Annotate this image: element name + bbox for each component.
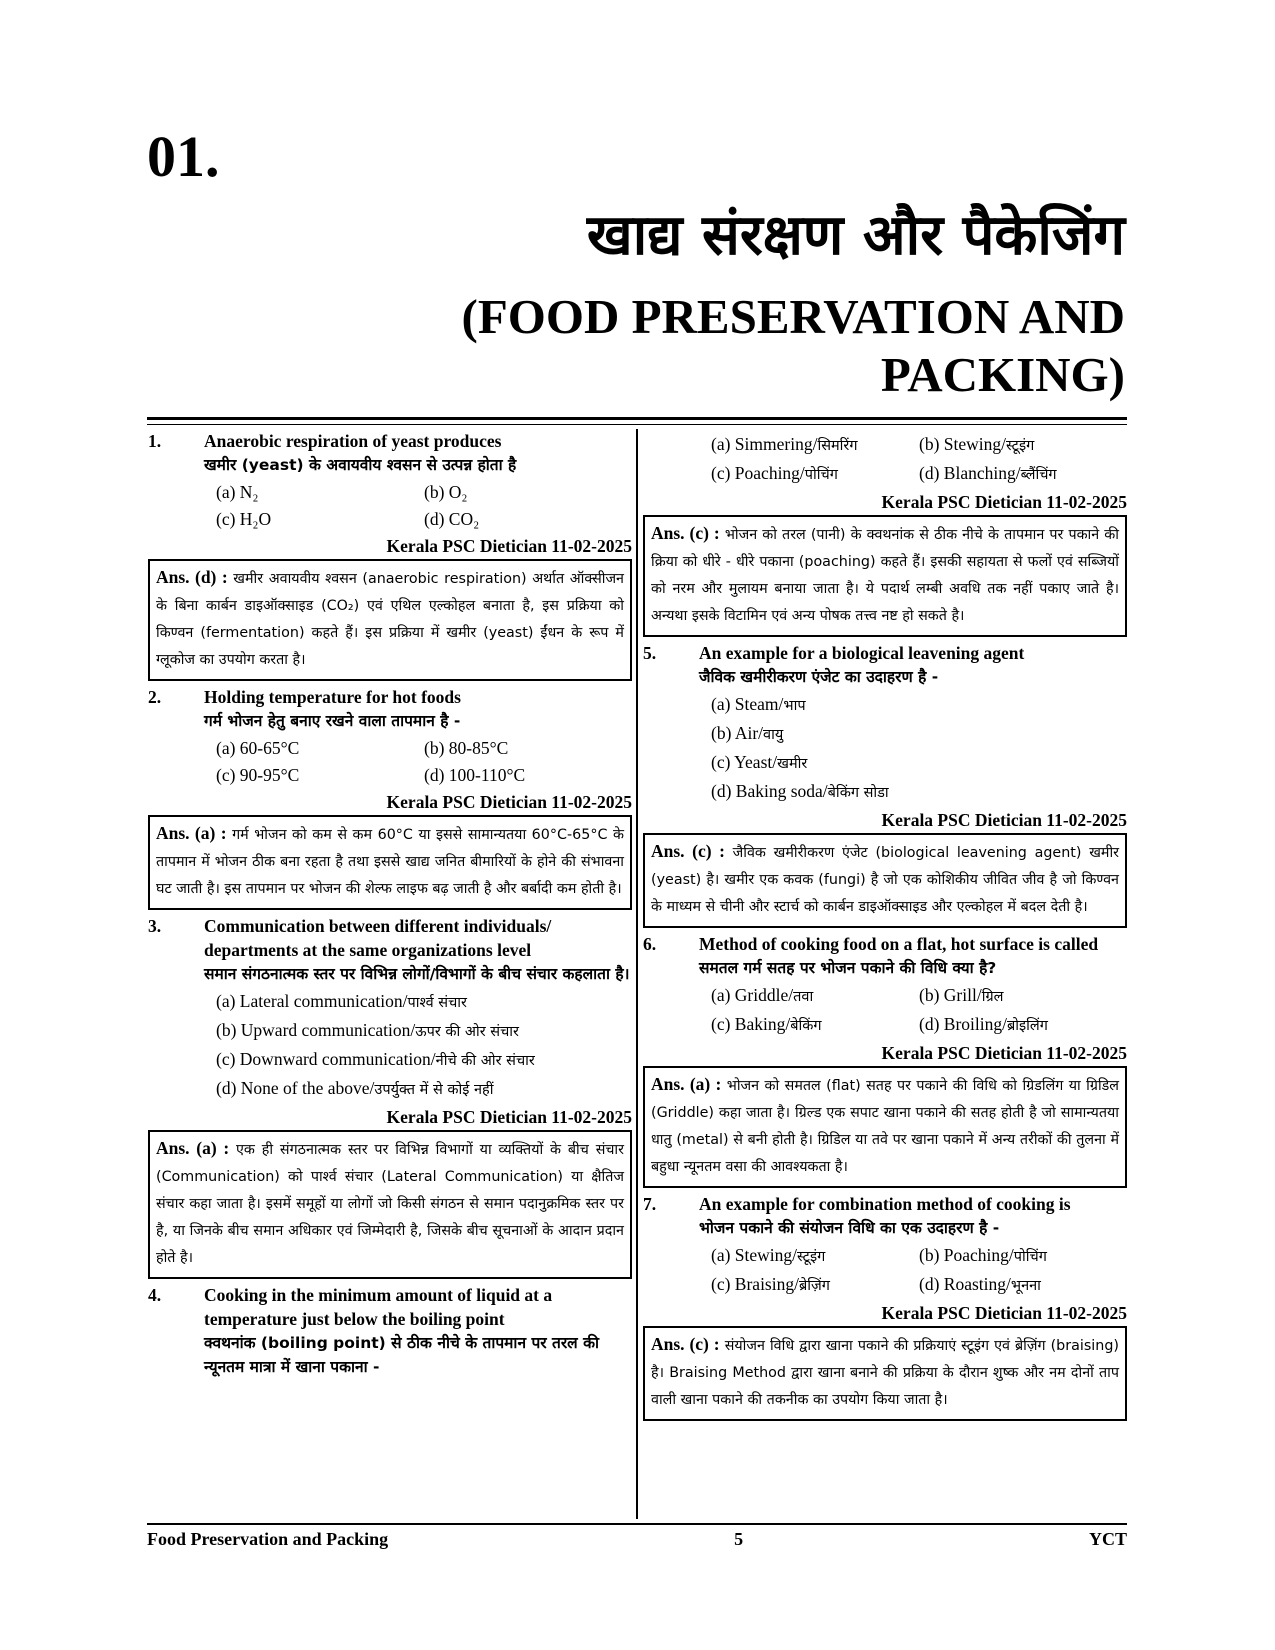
question-4 (148, 1283, 632, 1379)
option-b (919, 1242, 1127, 1271)
option-b-hi: ऊपर की ओर संचार (415, 1024, 519, 1040)
question-text-hi: खमीर (yeast) के अवायवीय श्वसन से उत्पन्न होता है (204, 456, 517, 474)
question-text-hi: क्वथनांक (boiling point) से ठीक नीचे के तापमान पर तरल की न्यूनतम मात्रा में खाना पकाना - (204, 1334, 599, 1376)
answer-label: Ans. (a) : (156, 1138, 230, 1158)
option-c-hi: बेकिंग (790, 1018, 822, 1034)
option-b (711, 720, 1127, 749)
publisher-name: YCT (1088, 1529, 1127, 1549)
option-c-hi: पोचिंग (804, 467, 838, 483)
answer-box (148, 815, 632, 910)
question-number: 3. (148, 916, 162, 936)
option-d-hi: भूनना (1010, 1278, 1041, 1294)
option-c-en: (c) Yeast/ (711, 752, 778, 772)
option-d (711, 778, 1127, 807)
options (148, 479, 632, 533)
option-c-hi: खमीर (777, 756, 808, 772)
option-a-en: (a) Stewing/ (711, 1245, 798, 1265)
option-d: (d) CO₂ (424, 509, 480, 529)
option-a (711, 691, 1127, 720)
option-d (919, 460, 1127, 489)
answer-box (643, 833, 1127, 928)
option-c-en: (c) Braising/ (711, 1274, 799, 1294)
option-b-en: (b) Poaching/ (919, 1245, 1014, 1265)
answer-label: Ans. (c) : (651, 523, 720, 543)
option-d-hi: बेकिंग सोडा (827, 785, 889, 801)
question-text-hi: भोजन पकाने की संयोजन विधि का एक उदाहरण है - (699, 1219, 1000, 1237)
answer-box (148, 1130, 632, 1279)
question-number: 5. (643, 643, 657, 663)
options (643, 1242, 1127, 1300)
options (643, 431, 1127, 489)
question-text-hi: समान संगठनात्मक स्तर पर विभिन्न लोगों/विभागों के बीच संचार कहलाता है। (204, 965, 630, 983)
option-a-hi: पार्श्व संचार (407, 995, 467, 1011)
left-column (148, 429, 632, 1379)
question-number: 1. (148, 431, 162, 451)
question-text-en: Anaerobic respiration of yeast produces (204, 431, 502, 451)
answer-box (643, 1326, 1127, 1421)
chapter-number: 01. (147, 124, 220, 189)
option-d (919, 1011, 1127, 1040)
option-b-en: (b) Air/ (711, 723, 764, 743)
answer-explanation: भोजन को समतल (flat) सतह पर पकाने की विधि को ग्रिडलिंग या ग्रिडिल (Griddle) कहा जाता है। ग्रिल्ड एक सपाट खाना पकाने की सतह होती है जो सामान्यतया धातु (metal) से बनी होती है। ग्रिडिल या तवे पर खाना पकाने में अन्य तरीकों की तुलना में बहुधा न्यूनतम वसा की आवश्यकता है। (651, 1078, 1119, 1175)
options (148, 988, 632, 1104)
answer-explanation: गर्म भोजन को कम से कम 60°C या इससे सामान्यतया 60°C-65°C के तापमान में भोजन ठीक बना रहता है तथा इससे खाद्य जनित बीमारियों के होने की संभावना घट जाती है। इस तापमान पर भोजन की शेल्फ लाइफ बढ़ जाती है और बर्बादी कम होती है। (156, 827, 624, 897)
option-d-en: (d) Blanching/ (919, 463, 1021, 483)
chapter-title-hindi: खाद्य संरक्षण और पैकेजिंग (586, 203, 1125, 268)
option-b: (b) O₂ (424, 482, 468, 502)
option-a (216, 988, 632, 1017)
option-d-en: (d) Baking soda/ (711, 781, 828, 801)
answer-explanation: संयोजन विधि द्वारा खाना पकाने की प्रक्रियाएं स्टूइंग एवं ब्रेज़िंग (braising) है। Braising Method द्वारा खाना बनाने की प्रक्रिया के दौरान शुष्क और नम दोनों ताप वाली खाना पकाने की तकनीक का उपयोग किया जाता है। (651, 1338, 1119, 1408)
answer-box (643, 515, 1127, 637)
header-rule (147, 417, 1127, 420)
option-c (711, 1011, 919, 1040)
question-text-en: An example for a biological leavening agent (699, 643, 1025, 663)
option-c: (c) 90-95°C (216, 765, 300, 785)
exam-source: Kerala PSC Dietician 11-02-2025 (881, 1043, 1127, 1063)
option-d (919, 1271, 1127, 1300)
option-d-hi: उपर्युक्त में से कोई नहीं (374, 1082, 494, 1098)
options (148, 735, 632, 789)
question-7 (643, 1192, 1127, 1240)
answer-explanation: एक ही संगठनात्मक स्तर पर विभिन्न विभागों या व्यक्तियों के बीच संचार (Communication) को पार्श्व संचार (Lateral Communication) या क्षैतिज संचार कहा जाता है। इसमें समूहों या लोगों जो किसी संगठन से समान पदानुक्रमिक स्तर पर है, या जिनके बीच समान अधिकार एवं जिम्मेदारी है, जिसके बीच सूचनाओं के आदान प्रदान होते है। (156, 1142, 624, 1266)
option-c (711, 1271, 919, 1300)
option-a-hi: स्टूइंग (797, 1249, 826, 1265)
option-a (711, 1242, 919, 1271)
answer-label: Ans. (a) : (651, 1074, 722, 1094)
option-d-en: (d) Roasting/ (919, 1274, 1011, 1294)
exam-source: Kerala PSC Dietician 11-02-2025 (386, 1107, 632, 1127)
question-number: 2. (148, 687, 162, 707)
option-c (711, 460, 919, 489)
exam-source: Kerala PSC Dietician 11-02-2025 (881, 810, 1127, 830)
option-b: (b) 80-85°C (424, 738, 509, 758)
option-d (216, 1075, 632, 1104)
exam-source: Kerala PSC Dietician 11-02-2025 (881, 1303, 1127, 1323)
option-a-hi: सिमरिंग (817, 438, 858, 454)
chapter-title-english: (FOOD PRESERVATION AND PACKING) (461, 289, 1125, 402)
exam-source: Kerala PSC Dietician 11-02-2025 (386, 792, 632, 812)
exam-source: Kerala PSC Dietician 11-02-2025 (386, 536, 632, 556)
option-d-en: (d) Broiling/ (919, 1014, 1007, 1034)
question-text-en: An example for combination method of cooking is (699, 1194, 1071, 1214)
option-b-hi: ग्रिल (981, 989, 1004, 1005)
option-a-en: (a) Griddle/ (711, 985, 794, 1005)
option-a (711, 431, 919, 460)
question-6 (643, 932, 1127, 980)
option-d-hi: ब्लैंचिंग (1020, 467, 1057, 483)
right-column (643, 429, 1127, 1425)
answer-box (643, 1066, 1127, 1188)
page-footer (147, 1523, 1127, 1550)
answer-explanation: जैविक खमीरीकरण एंजेट (biological leavening agent) खमीर (yeast) है। खमीर एक कवक (fungi) है जो एक कोशिकीय जीवित जीव है जो किण्वन के माध्यम से चीनी और स्टार्च को कार्बन डाइऑक्साइड और एल्कोहल में बदल देती है। (651, 845, 1119, 915)
option-c-en: (c) Baking/ (711, 1014, 791, 1034)
option-b (919, 982, 1127, 1011)
exam-source: Kerala PSC Dietician 11-02-2025 (881, 492, 1127, 512)
option-a-en: (a) Lateral communication/ (216, 991, 408, 1011)
option-b-hi: वायु (763, 727, 784, 743)
footer-book-title: Food Preservation and Packing (147, 1529, 389, 1549)
option-c-en: (c) Poaching/ (711, 463, 805, 483)
question-5 (643, 641, 1127, 689)
question-text-en: Method of cooking food on a flat, hot surface is called (699, 934, 1099, 954)
option-a-en: (a) Steam/ (711, 694, 784, 714)
question-3 (148, 914, 632, 986)
option-b (216, 1017, 632, 1046)
page-number: 5 (734, 1529, 744, 1549)
question-text-en: Cooking in the minimum amount of liquid at a temperature just below the boiling point (204, 1285, 553, 1329)
option-c-hi: नीचे की ओर संचार (435, 1053, 535, 1069)
option-a-en: (a) Simmering/ (711, 434, 818, 454)
options (643, 982, 1127, 1040)
option-a: (a) N₂ (216, 482, 259, 502)
answer-explanation: खमीर अवायवीय श्वसन (anaerobic respiration) अर्थात ऑक्सीजन के बिना कार्बन डाइऑक्साइड (CO₂) एवं एथिल एल्कोहल बनाता है, इस प्रक्रिया को किण्वन (fermentation) कहते हैं। इस प्रक्रिया में खमीर (yeast) ईंधन के रूप में ग्लूकोज का उपयोग करता है। (156, 571, 624, 668)
option-c: (c) H₂O (216, 509, 272, 529)
question-text-hi: समतल गर्म सतह पर भोजन पकाने की विधि क्या है? (699, 959, 997, 977)
answer-box (148, 559, 632, 681)
question-text-hi: गर्म भोजन हेतु बनाए रखने वाला तापमान है - (204, 712, 461, 730)
question-text-hi: जैविक खमीरीकरण एंजेट का उदाहरण है - (699, 668, 939, 686)
answer-label: Ans. (c) : (651, 841, 725, 861)
question-1 (148, 429, 632, 477)
option-c (711, 749, 1127, 778)
option-b-hi: स्टूइंग (1006, 438, 1035, 454)
option-c (216, 1046, 632, 1075)
answer-label: Ans. (a) : (156, 823, 227, 843)
option-c-hi: ब्रेज़िंग (798, 1278, 830, 1294)
option-b (919, 431, 1127, 460)
question-2 (148, 685, 632, 733)
question-number: 4. (148, 1285, 162, 1305)
option-b-en: (b) Grill/ (919, 985, 982, 1005)
option-d-en: (d) None of the above/ (216, 1078, 375, 1098)
option-b-hi: पोचिंग (1013, 1249, 1047, 1265)
option-d-hi: ब्रोइलिंग (1006, 1018, 1048, 1034)
question-text-en: Communication between different individuals/ departments at the same organizations level (204, 916, 552, 960)
question-number: 6. (643, 934, 657, 954)
options (643, 691, 1127, 807)
option-a: (a) 60-65°C (216, 738, 300, 758)
answer-label: Ans. (d) : (156, 567, 228, 587)
answer-explanation: भोजन को तरल (पानी) के क्वथनांक से ठीक नीचे के तापमान पर पकाने की क्रिया को धीरे - धीरे पकाना (poaching) कहते हैं। इसकी सहायता से फलों एवं सब्जियों को नरम और मुलायम बनाया जाता है। ये पदार्थ लम्बी अवधि तक नहीं पकाए जाते है। अन्यथा इसके विटामिन एवं अन्य पोषक तत्त्व नष्ट हो सकते है। (651, 527, 1119, 624)
option-d: (d) 100-110°C (424, 765, 526, 785)
question-number: 7. (643, 1194, 657, 1214)
option-a-hi: तवा (793, 989, 814, 1005)
answer-label: Ans. (c) : (651, 1334, 720, 1354)
option-a (711, 982, 919, 1011)
option-b-en: (b) Upward communication/ (216, 1020, 416, 1040)
option-a-hi: भाप (783, 698, 806, 714)
option-c-en: (c) Downward communication/ (216, 1049, 436, 1069)
option-b-en: (b) Stewing/ (919, 434, 1007, 454)
column-divider (636, 429, 638, 1519)
question-text-en: Holding temperature for hot foods (204, 687, 461, 707)
header-rule-thin (147, 424, 1127, 425)
